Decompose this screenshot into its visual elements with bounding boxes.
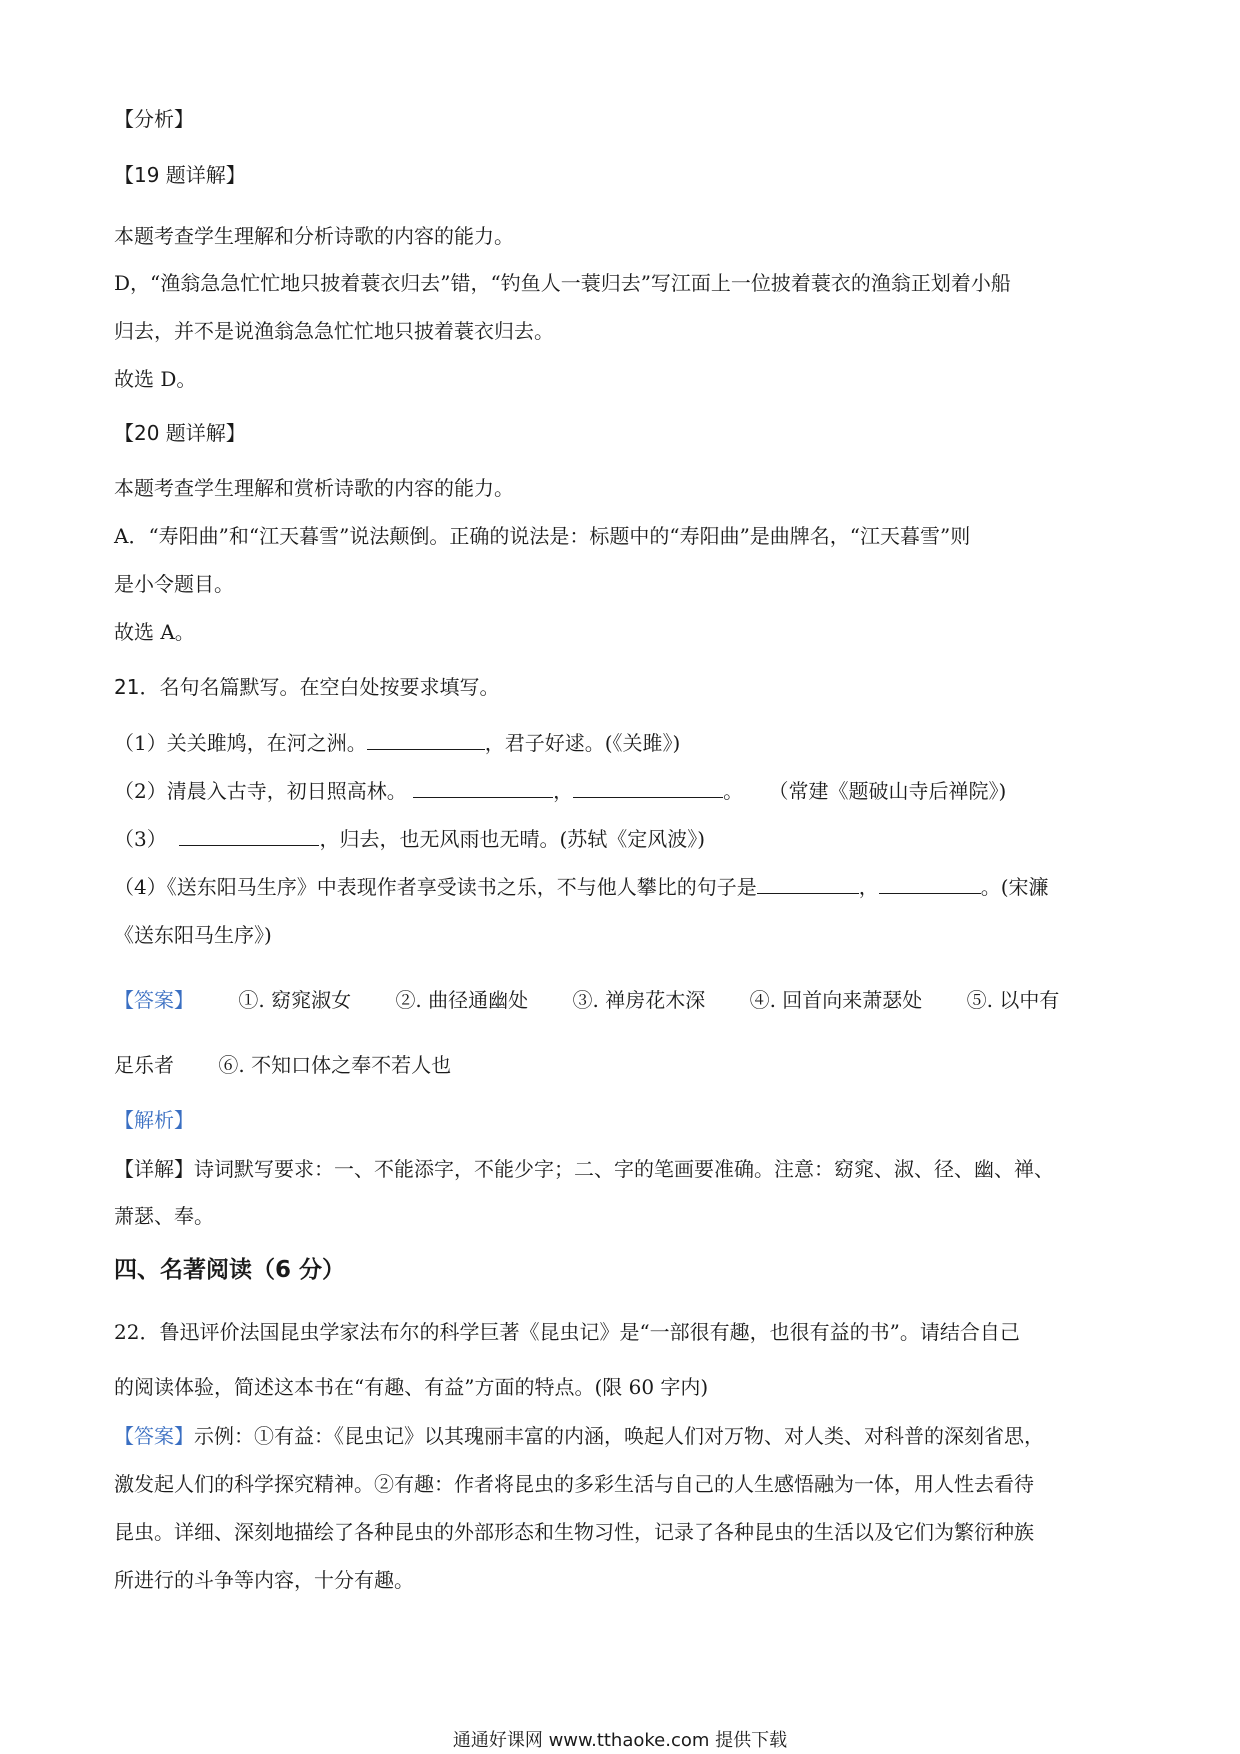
q22-answer-line-2: 激发起人们的科学探究精神。②有趣：作者将昆虫的多彩生活与自己的人生感悟融为一体，用人性去看待 bbox=[114, 1472, 1034, 1496]
q21-detail-line-1: 【详解】诗词默写要求：一、不能添字，不能少字；二、字的笔画要准确。注意：窈窕、淑、径、幽、禅、 bbox=[114, 1157, 1054, 1181]
q22-answer-line-4: 所进行的斗争等内容，十分有趣。 bbox=[114, 1568, 414, 1592]
q21-item-4 bbox=[114, 874, 1049, 900]
q21-answer-3: ③. 禅房花木深 bbox=[572, 988, 706, 1012]
q20-heading: 【20 题详解】 bbox=[114, 421, 246, 445]
q19-line-2: D，“渔翁急急忙忙地只披着蓑衣归去”错，“钓鱼人一蓑归去”写江面上一位披着蓑衣的渔翁正划着小船 bbox=[114, 271, 1011, 295]
q21-blank-2 bbox=[413, 779, 553, 798]
q21-item-1 bbox=[114, 730, 680, 756]
q21-answer-2: ②. 曲径通幽处 bbox=[395, 988, 529, 1012]
q21-item-4-line-2: 《送东阳马生序》) bbox=[114, 923, 272, 947]
q22-answer-label: 【答案】 bbox=[114, 1424, 194, 1448]
q21-answer-4: ④. 回首向来萧瑟处 bbox=[749, 988, 923, 1012]
q21-answer-line-1 bbox=[114, 987, 1059, 1013]
q21-blank-5 bbox=[757, 875, 859, 894]
q21-item-2 bbox=[114, 778, 1006, 804]
q20-line-4: 故选 A。 bbox=[114, 620, 195, 644]
q22-answer-text-1: 示例：①有益：《昆虫记》以其瑰丽丰富的内涵，唤起人们对万物、对人类、对科普的深刻省思， bbox=[194, 1424, 1044, 1448]
q21-item-4-post: 。(宋濂 bbox=[980, 875, 1049, 899]
q19-line-4: 故选 D。 bbox=[114, 367, 197, 391]
q21-title: 21．名句名篇默写。在空白处按要求填写。 bbox=[114, 675, 500, 699]
q21-item-4-pre: （4）《送东阳马生序》中表现作者享受读书之乐，不与他人攀比的句子是 bbox=[114, 875, 757, 899]
q21-item-2-mid: ， bbox=[553, 779, 574, 803]
q19-heading: 【19 题详解】 bbox=[114, 163, 246, 187]
q19-line-3: 归去，并不是说渔翁急急忙忙地只披着蓑衣归去。 bbox=[114, 319, 554, 343]
q21-item-3 bbox=[114, 826, 705, 852]
q21-answer-6: ⑥. 不知口体之奉不若人也 bbox=[218, 1053, 452, 1077]
q21-answer-5: ⑤. 以中有 bbox=[966, 988, 1060, 1012]
q20-line-2: A．“寿阳曲”和“江天暮雪”说法颠倒。正确的说法是：标题中的“寿阳曲”是曲牌名，“江天暮雪”则 bbox=[114, 524, 971, 548]
q21-answer-1: ①. 窈窕淑女 bbox=[238, 988, 352, 1012]
q20-line-3: 是小令题目。 bbox=[114, 572, 234, 596]
q21-blank-1 bbox=[367, 731, 485, 750]
q21-blank-4 bbox=[179, 827, 319, 846]
q21-answer-continued: 足乐者 bbox=[114, 1053, 174, 1077]
q21-item-2-post: 。 bbox=[723, 779, 744, 803]
q21-item-2-pre: （2）清晨入古寺，初日照高林。 bbox=[114, 779, 407, 803]
q19-line-1: 本题考查学生理解和分析诗歌的内容的能力。 bbox=[114, 224, 514, 248]
q21-blank-6 bbox=[879, 875, 981, 894]
analysis-heading: 【分析】 bbox=[114, 107, 194, 131]
q21-blank-3 bbox=[573, 779, 723, 798]
q21-item-1-post: ，君子好逑。(《关雎》) bbox=[484, 731, 681, 755]
q22-line-1: 22．鲁迅评价法国昆虫学家法布尔的科学巨著《昆虫记》是“一部很有趣，也很有益的书”。请结合自己 bbox=[114, 1320, 1020, 1344]
q22-answer-line-3: 昆虫。详细、深刻地描绘了各种昆虫的外部形态和生物习性，记录了各种昆虫的生活以及它们为繁衍种族 bbox=[114, 1520, 1034, 1544]
q21-item-1-pre: （1）关关雎鸠，在河之洲。 bbox=[114, 731, 367, 755]
section-4-heading: 四、名著阅读（6 分） bbox=[114, 1257, 346, 1283]
q21-item-3-post: ，归去，也无风雨也无晴。(苏轼《定风波》) bbox=[319, 827, 706, 851]
q21-item-2-source: （常建《题破山寺后禅院》) bbox=[768, 779, 1007, 803]
q21-answer-label: 【答案】 bbox=[114, 988, 194, 1012]
q20-line-1: 本题考查学生理解和赏析诗歌的内容的能力。 bbox=[114, 476, 514, 500]
page-footer: 通通好课网 www.tthaoke.com 提供下载 bbox=[452, 1730, 788, 1751]
q22-line-2: 的阅读体验，简述这本书在“有趣、有益”方面的特点。(限 60 字内) bbox=[114, 1375, 709, 1399]
q22-answer-line-1 bbox=[114, 1423, 1044, 1449]
q21-item-4-mid: ， bbox=[858, 875, 879, 899]
q21-explain-label: 【解析】 bbox=[114, 1108, 194, 1132]
q21-answer-line-2 bbox=[114, 1052, 451, 1078]
q21-item-3-pre: （3） bbox=[114, 827, 167, 851]
q21-detail-line-2: 萧瑟、奉。 bbox=[114, 1204, 214, 1228]
